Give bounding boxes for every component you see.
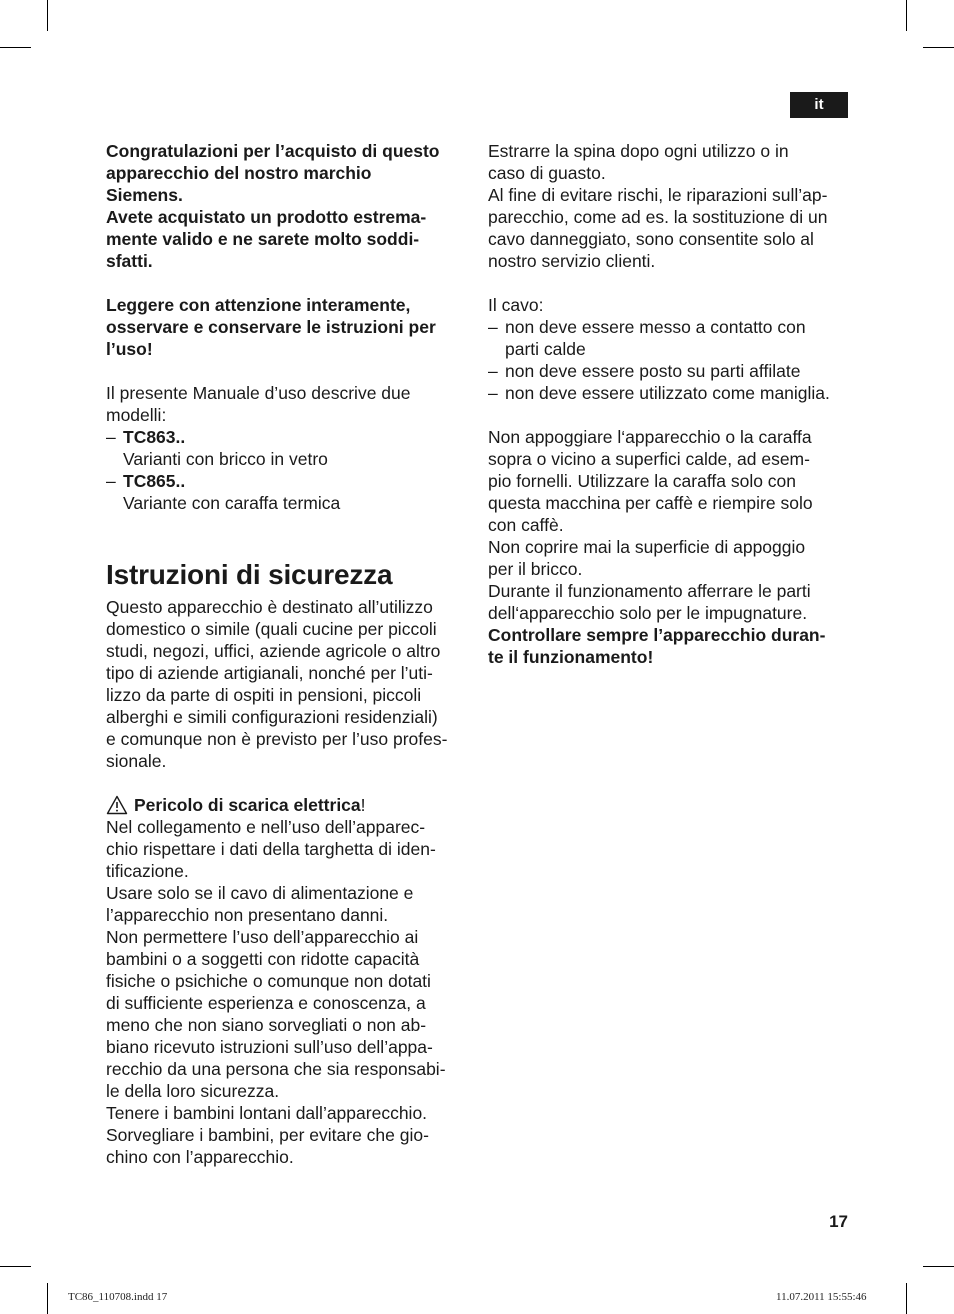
text-line: modelli: bbox=[106, 405, 167, 425]
text-line: domestico o simile (quali cucine per piccoli bbox=[106, 619, 437, 639]
text-line: Siemens. bbox=[106, 185, 183, 205]
list-dash: – bbox=[488, 383, 498, 403]
text-line: Estrarre la spina dopo ogni utilizzo o in bbox=[488, 141, 789, 161]
text-line: recchio da una persona che sia responsabi- bbox=[106, 1059, 446, 1079]
text-line: parecchio, come ad es. la sostituzione di un bbox=[488, 207, 828, 227]
crop-mark-bottom-right-v bbox=[906, 1283, 907, 1314]
text-line: Sorvegliare i bambini, per evitare che gio- bbox=[106, 1125, 429, 1145]
left-column bbox=[106, 140, 468, 1168]
text-line: di sufficiente esperienza e conoscenza, a bbox=[106, 993, 426, 1013]
section-title: Istruzioni di sicurezza bbox=[106, 559, 393, 590]
text-line: sopra o vicino a superfici calde, ad esem- bbox=[488, 449, 810, 469]
model-list bbox=[106, 426, 468, 514]
crop-mark-top-left-h bbox=[0, 47, 31, 48]
plug-text bbox=[488, 140, 850, 272]
text-line: dell‘apparecchio solo per le impugnature. bbox=[488, 603, 808, 623]
crop-mark-bottom-left-h bbox=[0, 1266, 31, 1267]
text-line: chio rispettare i dati della targhetta di iden- bbox=[106, 839, 436, 859]
text-line: tipo di aziende artigianali, nonché per l’uti- bbox=[106, 663, 433, 683]
text-line: chino con l’apparecchio. bbox=[106, 1147, 294, 1167]
text-line: te il funzionamento! bbox=[488, 647, 654, 667]
text-line: apparecchio del nostro marchio bbox=[106, 163, 372, 183]
cable-list bbox=[488, 316, 850, 404]
text-line: Controllare sempre l’apparecchio duran- bbox=[488, 625, 826, 645]
text-line: caso di guasto. bbox=[488, 163, 606, 183]
language-tab: it bbox=[790, 92, 848, 118]
model-code: TC865.. bbox=[123, 471, 186, 491]
text-line: osservare e conservare le istruzioni per bbox=[106, 317, 436, 337]
crop-mark-bottom-left-v bbox=[47, 1283, 48, 1314]
text-line: con caffè. bbox=[488, 515, 564, 535]
text-line: sionale. bbox=[106, 751, 167, 771]
text-line: Usare solo se il cavo di alimentazione e bbox=[106, 883, 414, 903]
model-desc: Variante con caraffa termica bbox=[123, 493, 341, 513]
text-line: e comunque non è previsto per l’uso profes- bbox=[106, 729, 448, 749]
manual-intro bbox=[106, 382, 468, 426]
model-item bbox=[106, 426, 468, 470]
text-line: Non appoggiare l‘apparecchio o la caraffa bbox=[488, 427, 812, 447]
text-line: non deve essere utilizzato come maniglia. bbox=[505, 383, 830, 403]
text-line: Questo apparecchio è destinato all’utilizzo bbox=[106, 597, 433, 617]
cable-item bbox=[488, 360, 850, 382]
usage-text bbox=[488, 426, 850, 624]
warning-mark: ! bbox=[360, 795, 366, 815]
list-dash: – bbox=[488, 361, 498, 381]
text-line: Il presente Manuale d’uso descrive due bbox=[106, 383, 411, 403]
text-line: nostro servizio clienti. bbox=[488, 251, 656, 271]
right-column bbox=[488, 140, 850, 668]
text-line: tificazione. bbox=[106, 861, 189, 881]
text-line: Avete acquistato un prodotto estrema- bbox=[106, 207, 427, 227]
text-line: Non coprire mai la superficie di appoggio bbox=[488, 537, 806, 557]
text-line: bambini o a soggetti con ridotte capacità bbox=[106, 949, 420, 969]
text-line: questa macchina per caffè e riempire solo bbox=[488, 493, 813, 513]
text-line: fisiche o psichiche o comunque non dotati bbox=[106, 971, 431, 991]
warning-text bbox=[106, 816, 468, 1168]
text-line: mente valido e ne sarete molto soddi- bbox=[106, 229, 420, 249]
warning-heading bbox=[106, 794, 468, 816]
crop-mark-top-right-v bbox=[906, 0, 907, 31]
text-line: Non permettere l’uso dell’apparecchio ai bbox=[106, 927, 419, 947]
cable-title: Il cavo: bbox=[488, 295, 544, 315]
text-line: l’apparecchio non presentano danni. bbox=[106, 905, 389, 925]
text-line: lizzo da parte di ospiti in pensioni, piccoli bbox=[106, 685, 422, 705]
text-line: le della loro sicurezza. bbox=[106, 1081, 280, 1101]
model-code: TC863.. bbox=[123, 427, 186, 447]
slug-date: 11.07.2011 15:55:46 bbox=[776, 1291, 867, 1303]
text-line: cavo danneggiato, sono consentite solo al bbox=[488, 229, 814, 249]
model-desc: Varianti con bricco in vetro bbox=[123, 449, 328, 469]
crop-mark-top-right-h bbox=[923, 47, 954, 48]
text-line: per il bricco. bbox=[488, 559, 583, 579]
text-line: Nel collegamento e nell’uso dell’apparec- bbox=[106, 817, 426, 837]
cable-item bbox=[488, 382, 850, 404]
text-line: alberghi e simili configurazioni residenziali) bbox=[106, 707, 438, 727]
text-line: non deve essere posto su parti affilate bbox=[505, 361, 801, 381]
text-line: Leggere con attenzione interamente, bbox=[106, 295, 411, 315]
text-line: Al fine di evitare rischi, le riparazioni sull’ap- bbox=[488, 185, 828, 205]
read-instructions-block bbox=[106, 294, 468, 360]
text-line: biano ricevuto istruzioni sull’uso dell’appa- bbox=[106, 1037, 433, 1057]
warning-title: Pericolo di scarica elettrica bbox=[134, 795, 361, 815]
safety-intro bbox=[106, 596, 468, 772]
intro-bold-block bbox=[106, 140, 468, 272]
cable-item bbox=[488, 316, 850, 360]
list-dash: – bbox=[488, 317, 498, 337]
text-line: sfatti. bbox=[106, 251, 153, 271]
text-line: parti calde bbox=[505, 339, 586, 359]
text-line: non deve essere messo a contatto con bbox=[505, 317, 806, 337]
slug-file: TC86_110708.indd 17 bbox=[68, 1291, 168, 1303]
text-line: l’uso! bbox=[106, 339, 153, 359]
model-item bbox=[106, 470, 468, 514]
text-line: Tenere i bambini lontani dall’apparecchio. bbox=[106, 1103, 428, 1123]
text-line: Congratulazioni per l’acquisto di questo bbox=[106, 141, 440, 161]
crop-mark-top-left-v bbox=[47, 0, 48, 31]
crop-mark-bottom-right-h bbox=[923, 1266, 954, 1267]
text-line: Durante il funzionamento afferrare le parti bbox=[488, 581, 811, 601]
warning-triangle-icon bbox=[106, 795, 128, 815]
control-bold-block bbox=[488, 624, 850, 668]
text-line: studi, negozi, uffici, aziende agricole o altro bbox=[106, 641, 441, 661]
list-dash: – bbox=[106, 427, 116, 447]
page-number: 17 bbox=[829, 1212, 848, 1231]
text-line: pio fornelli. Utilizzare la caraffa solo con bbox=[488, 471, 797, 491]
list-dash: – bbox=[106, 471, 116, 491]
text-line: meno che non siano sorvegliati o non ab- bbox=[106, 1015, 427, 1035]
